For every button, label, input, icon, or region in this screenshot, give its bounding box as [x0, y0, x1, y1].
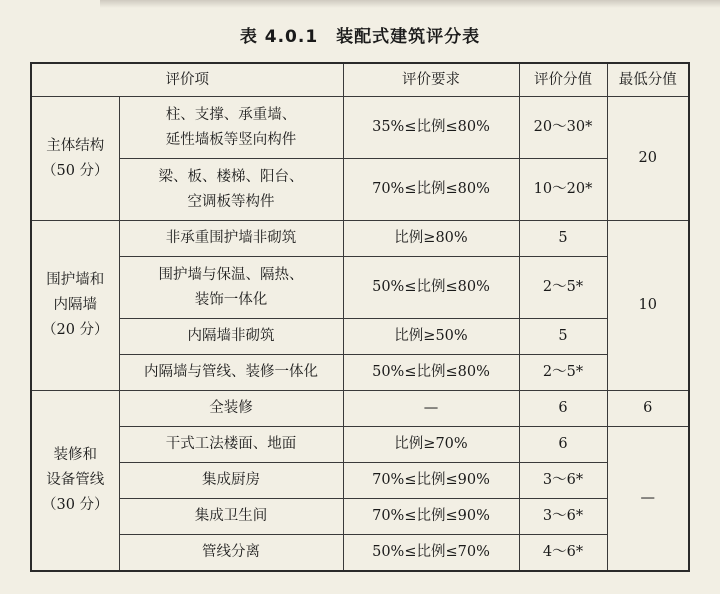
min-score-cell: 6 [607, 391, 689, 427]
requirement-cell: 70%≤比例≤90% [343, 499, 519, 535]
item-cell [119, 159, 343, 221]
table-row [31, 97, 689, 159]
item-line: 干式工法楼面、地面 [165, 436, 297, 452]
requirement-cell: 比例≥50% [343, 319, 519, 355]
item-cell [119, 463, 343, 499]
score-cell: 3～6* [519, 499, 607, 535]
score-cell: 3～6* [519, 463, 607, 499]
header-requirement: 评价要求 [343, 63, 519, 97]
item-line: 柱、支撑、承重墙、 [165, 106, 297, 123]
min-score-cell: 10 [607, 221, 689, 391]
requirement-cell: 50%≤比例≤80% [343, 355, 519, 391]
score-cell: 6 [519, 391, 607, 427]
score-cell: 2～5* [519, 355, 607, 391]
item-line: 集成厨房 [202, 472, 260, 488]
score-cell: 6 [519, 427, 607, 463]
category-line: 围护墙和 [46, 272, 105, 288]
table-row [31, 391, 689, 427]
item-cell [119, 97, 343, 159]
item-line: 围护墙与保温、隔热、 [158, 266, 304, 283]
item-line: 集成卫生间 [194, 508, 268, 524]
assembly-building-score-table [30, 62, 690, 572]
min-score-cell: 20 [607, 97, 689, 221]
table-row [31, 535, 689, 571]
item-line: 全装修 [209, 400, 253, 416]
table-row [31, 221, 689, 257]
table-row [31, 159, 689, 221]
item-line: 延性墙板等竖向构件 [165, 131, 297, 148]
requirement-cell: 35%≤比例≤80% [343, 97, 519, 159]
scan-edge-strip [100, 0, 720, 8]
item-cell [119, 535, 343, 571]
item-line: 内隔墙与管线、装修一体化 [144, 364, 318, 380]
category-line: 内隔墙 [53, 297, 97, 313]
table-row [31, 427, 689, 463]
category-line: （50 分） [41, 162, 109, 179]
item-line: 管线分离 [202, 543, 260, 560]
requirement-cell: 70%≤比例≤90% [343, 463, 519, 499]
score-cell: 5 [519, 221, 607, 257]
score-cell: 2～5* [519, 257, 607, 319]
score-cell: 20～30* [519, 97, 607, 159]
table-row [31, 319, 689, 355]
category-line: 设备管线 [46, 471, 105, 488]
requirement-cell: 比例≥70% [343, 427, 519, 463]
table-title: 表 4.0.1 装配式建筑评分表 [239, 27, 481, 47]
item-line: 装饰一体化 [194, 291, 268, 308]
header-min: 最低分值 [607, 63, 689, 97]
requirement-cell: 50%≤比例≤70% [343, 535, 519, 571]
header-row [31, 63, 689, 97]
category-line: （30 分） [41, 496, 109, 513]
category-cell [31, 391, 119, 571]
score-cell: 4～6* [519, 535, 607, 571]
requirement-cell: — [343, 391, 519, 427]
table-body [31, 97, 689, 571]
min-score-cell: — [607, 427, 689, 571]
category-line: （20 分） [41, 322, 109, 338]
table-row [31, 499, 689, 535]
item-cell [119, 499, 343, 535]
table-row [31, 355, 689, 391]
item-cell [119, 221, 343, 257]
item-line: 梁、板、楼梯、阳台、 [158, 168, 304, 185]
header-score: 评价分值 [519, 63, 607, 97]
category-line: 装修和 [53, 446, 97, 463]
header-item: 评价项 [31, 63, 343, 97]
item-line: 空调板等构件 [187, 193, 275, 210]
requirement-cell: 70%≤比例≤80% [343, 159, 519, 221]
item-line: 内隔墙非砌筑 [187, 328, 275, 344]
item-cell [119, 355, 343, 391]
category-cell [31, 221, 119, 391]
table-row [31, 463, 689, 499]
requirement-cell: 50%≤比例≤80% [343, 257, 519, 319]
item-cell [119, 257, 343, 319]
category-line: 主体结构 [46, 137, 105, 154]
item-cell [119, 427, 343, 463]
item-line: 非承重围护墙非砌筑 [165, 230, 297, 246]
category-cell [31, 97, 119, 221]
item-cell [119, 319, 343, 355]
item-cell [119, 391, 343, 427]
table-row [31, 257, 689, 319]
requirement-cell: 比例≥80% [343, 221, 519, 257]
score-cell: 10～20* [519, 159, 607, 221]
score-cell: 5 [519, 319, 607, 355]
